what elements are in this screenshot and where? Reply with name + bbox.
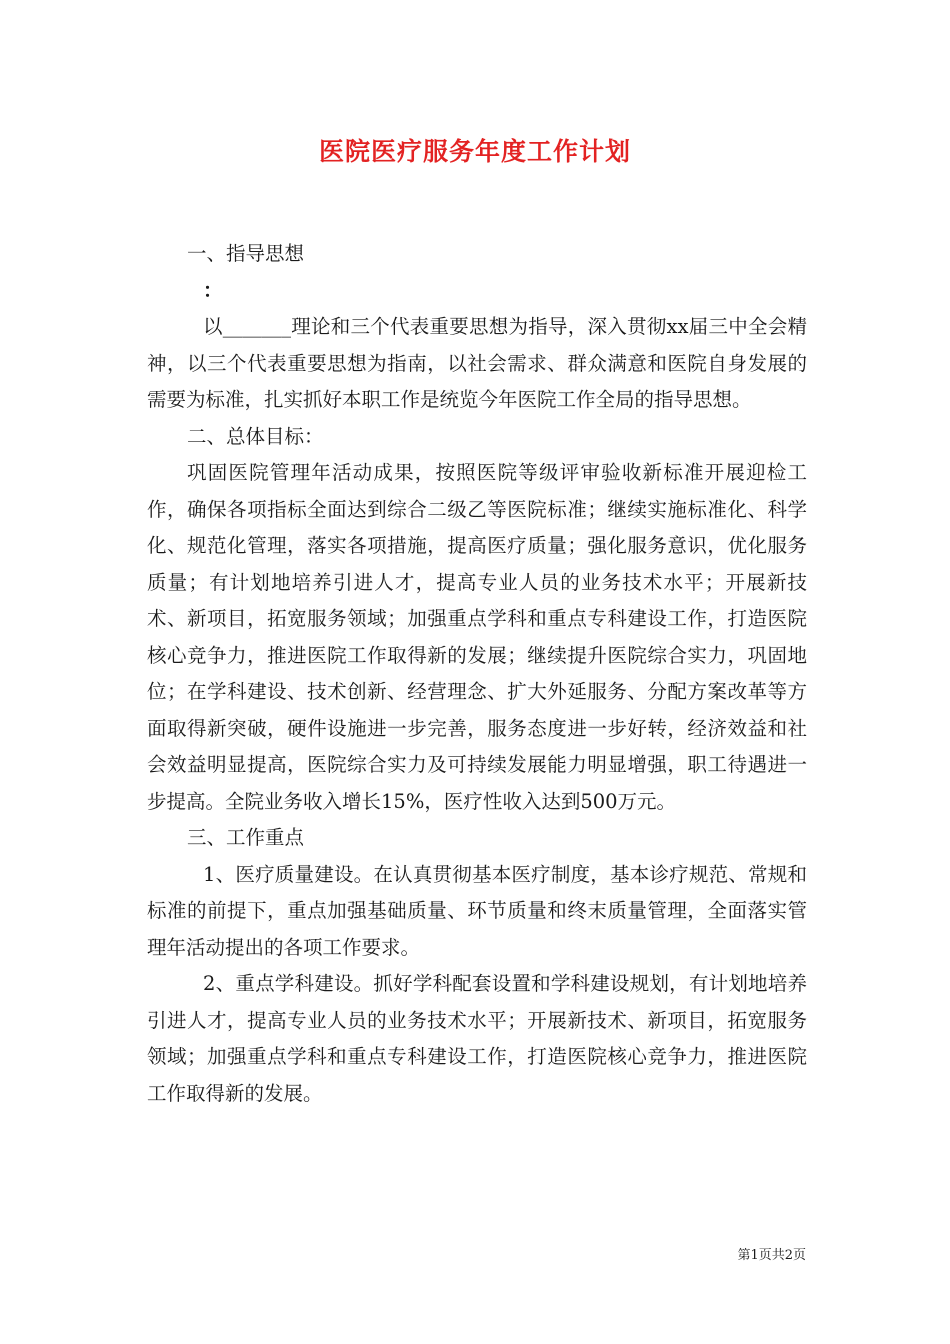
- section-heading-overall-goals: 二、总体目标：: [187, 424, 324, 448]
- document-body: [147, 236, 807, 1112]
- page-number: 第1页共2页: [737, 1248, 806, 1263]
- paragraph-key-disciplines: 2、重点学科建设。抓好学科配套设置和学科建设规划，有计划地培养引进人才，提高专业人员的业务技术水平；开展新技术、新项目，拓宽服务领域；加强重点学科和重点专科建设工作，打造医院核心竞争力，推进医院工作取得新的发展。: [147, 972, 807, 1105]
- paragraph-overall-goals: 巩固医院管理年活动成果，按照医院等级评审验收新标准开展迎检工作，确保各项指标全面达到综合二级乙等医院标准；继续实施标准化、科学化、规范化管理，落实各项措施，提高医疗质量；强化服务意识，优化服务质量；有计划地培养引进人才，提高专业人员的业务技术水平；开展新技术、新项目，拓宽服务领域；加强重点学科和重点专科建设工作，打造医院核心竞争力，推进医院工作取得新的发展；继续提升医院综合实力，巩固地位；在学科建设、技术创新、经营理念、扩大外延服务、分配方案改革等方面取得新突破，硬件设施进一步完善，服务态度进一步好转，经济效益和社会效益明显提高，医院综合实力及可持续发展能力明显增强，职工待遇进一步提高。全院业务收入增长15%，医疗性收入达到500万元。: [147, 461, 807, 813]
- section-heading-work-focus: 三、工作重点: [187, 826, 305, 849]
- colon-mark: ：: [203, 278, 223, 302]
- paragraph-guiding-ideology: 以_______理论和三个代表重要思想为指导，深入贯彻xx届三中全会精神，以三个代表重要思想为指南，以社会需求、群众满意和医院自身发展的需要为标准，扎实抓好本职工作是统览今年医院工作全局的指导思想。: [147, 315, 807, 411]
- section-heading-guiding-ideology: 一、指导思想: [187, 242, 305, 265]
- paragraph-medical-quality: 1、医疗质量建设。在认真贯彻基本医疗制度，基本诊疗规范、常规和标准的前提下，重点加强基础质量、环节质量和终末质量管理，全面落实管理年活动提出的各项工作要求。: [147, 862, 807, 959]
- document-title: 医院医疗服务年度工作计划: [318, 137, 631, 166]
